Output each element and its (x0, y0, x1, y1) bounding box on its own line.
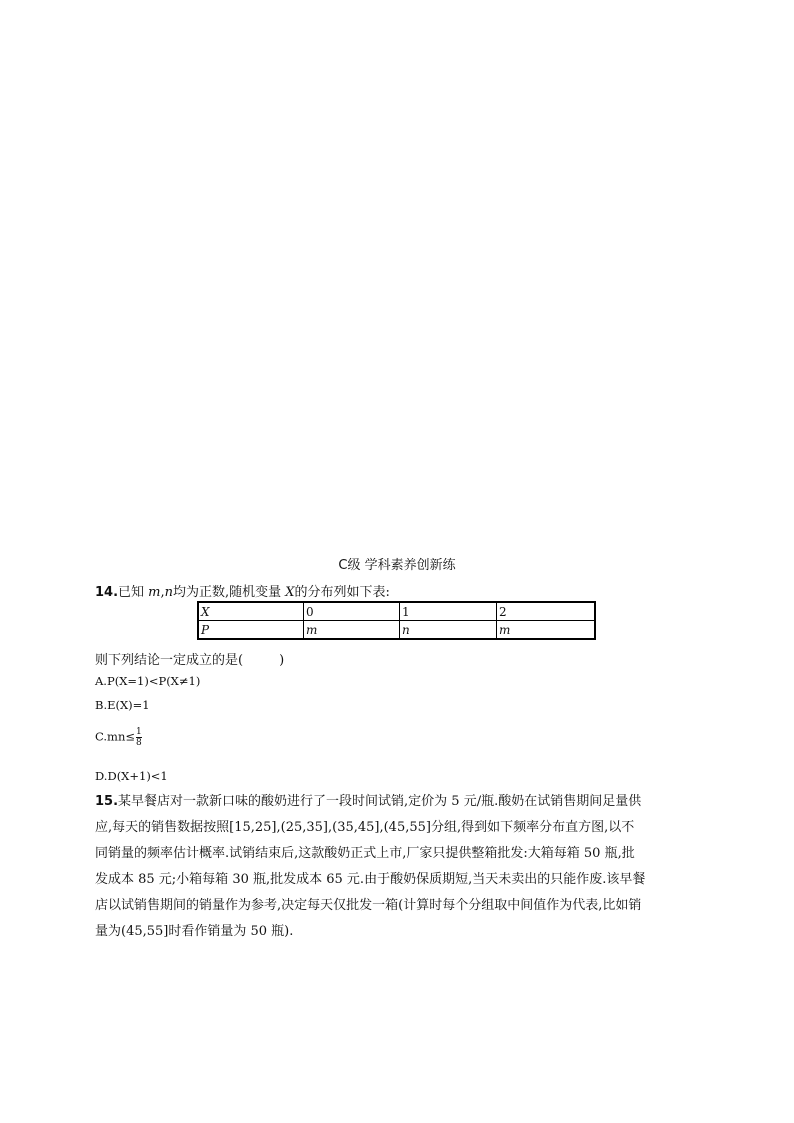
option-b[interactable]: B.E(X)=1 (95, 698, 150, 712)
q15-line: 量为(45,55]时看作销量为 50 瓶). (95, 924, 294, 939)
option-c-text: mn≤ (107, 729, 135, 744)
stem-text: 已知 (118, 585, 149, 600)
stem-text: 均为正数,随机变量 (173, 585, 286, 600)
option-d[interactable]: D.D(X+1)<1 (95, 769, 168, 783)
distribution-table (197, 601, 596, 640)
table-cell: P (198, 621, 304, 640)
q15-line: 15.某早餐店对一款新口味的酸奶进行了一段时间试销,定价为 5 元/瓶.酸奶在试销售期间足量供 (95, 794, 642, 809)
option-b-text: E(X)=1 (107, 698, 150, 712)
question-14-prompt: 则下列结论一定成立的是( ) (95, 653, 285, 668)
table-cell: m (497, 621, 596, 640)
table-row (198, 621, 595, 640)
table-cell: 0 (304, 602, 400, 621)
question-15 (95, 789, 695, 945)
table-cell: X (198, 602, 304, 621)
question-14-stem (95, 581, 390, 600)
option-a[interactable]: A.P(X=1)<P(X≠1) (95, 674, 201, 688)
table-row (198, 602, 595, 621)
q15-line: 应,每天的销售数据按照[15,25],(25,35],(35,45],(45,55]分组,得到如下频率分布直方图,以不 (95, 820, 635, 835)
q15-line: 店以试销售期间的销量作为参考,决定每天仅批发一箱(计算时每个分组取中间值作为代表,比如销 (95, 898, 642, 913)
q15-line: 同销量的频率估计概率.试销结束后,这款酸奶正式上市,厂家只提供整箱批发:大箱每箱 50 瓶,批 (95, 846, 635, 861)
variable-n: n (164, 585, 174, 600)
variable-m: m (148, 585, 161, 600)
table-cell: n (400, 621, 497, 640)
question-number: 15. (95, 794, 119, 809)
table-cell: 2 (497, 602, 596, 621)
question-number: 14. (95, 585, 119, 600)
option-a-text: P(X=1)<P(X≠1) (106, 674, 201, 688)
stem-text: 的分布列如下表: (294, 585, 390, 600)
stem-comma: , (160, 585, 165, 600)
variable-X: X (285, 585, 295, 600)
table-cell: m (304, 621, 400, 640)
section-title: C级 学科素养创新练 (338, 558, 456, 573)
q15-line: 发成本 85 元;小箱每箱 30 瓶,批发成本 65 元.由于酸奶保质期短,当天未卖出的只能作废.该早餐 (95, 872, 646, 887)
option-c[interactable]: C.mn≤ $\frac{1}{8}$ (95, 727, 142, 748)
fraction: $\frac{1}{8}$ (136, 727, 142, 748)
table-cell: 1 (400, 602, 497, 621)
option-d-text: D(X+1)<1 (107, 769, 168, 783)
